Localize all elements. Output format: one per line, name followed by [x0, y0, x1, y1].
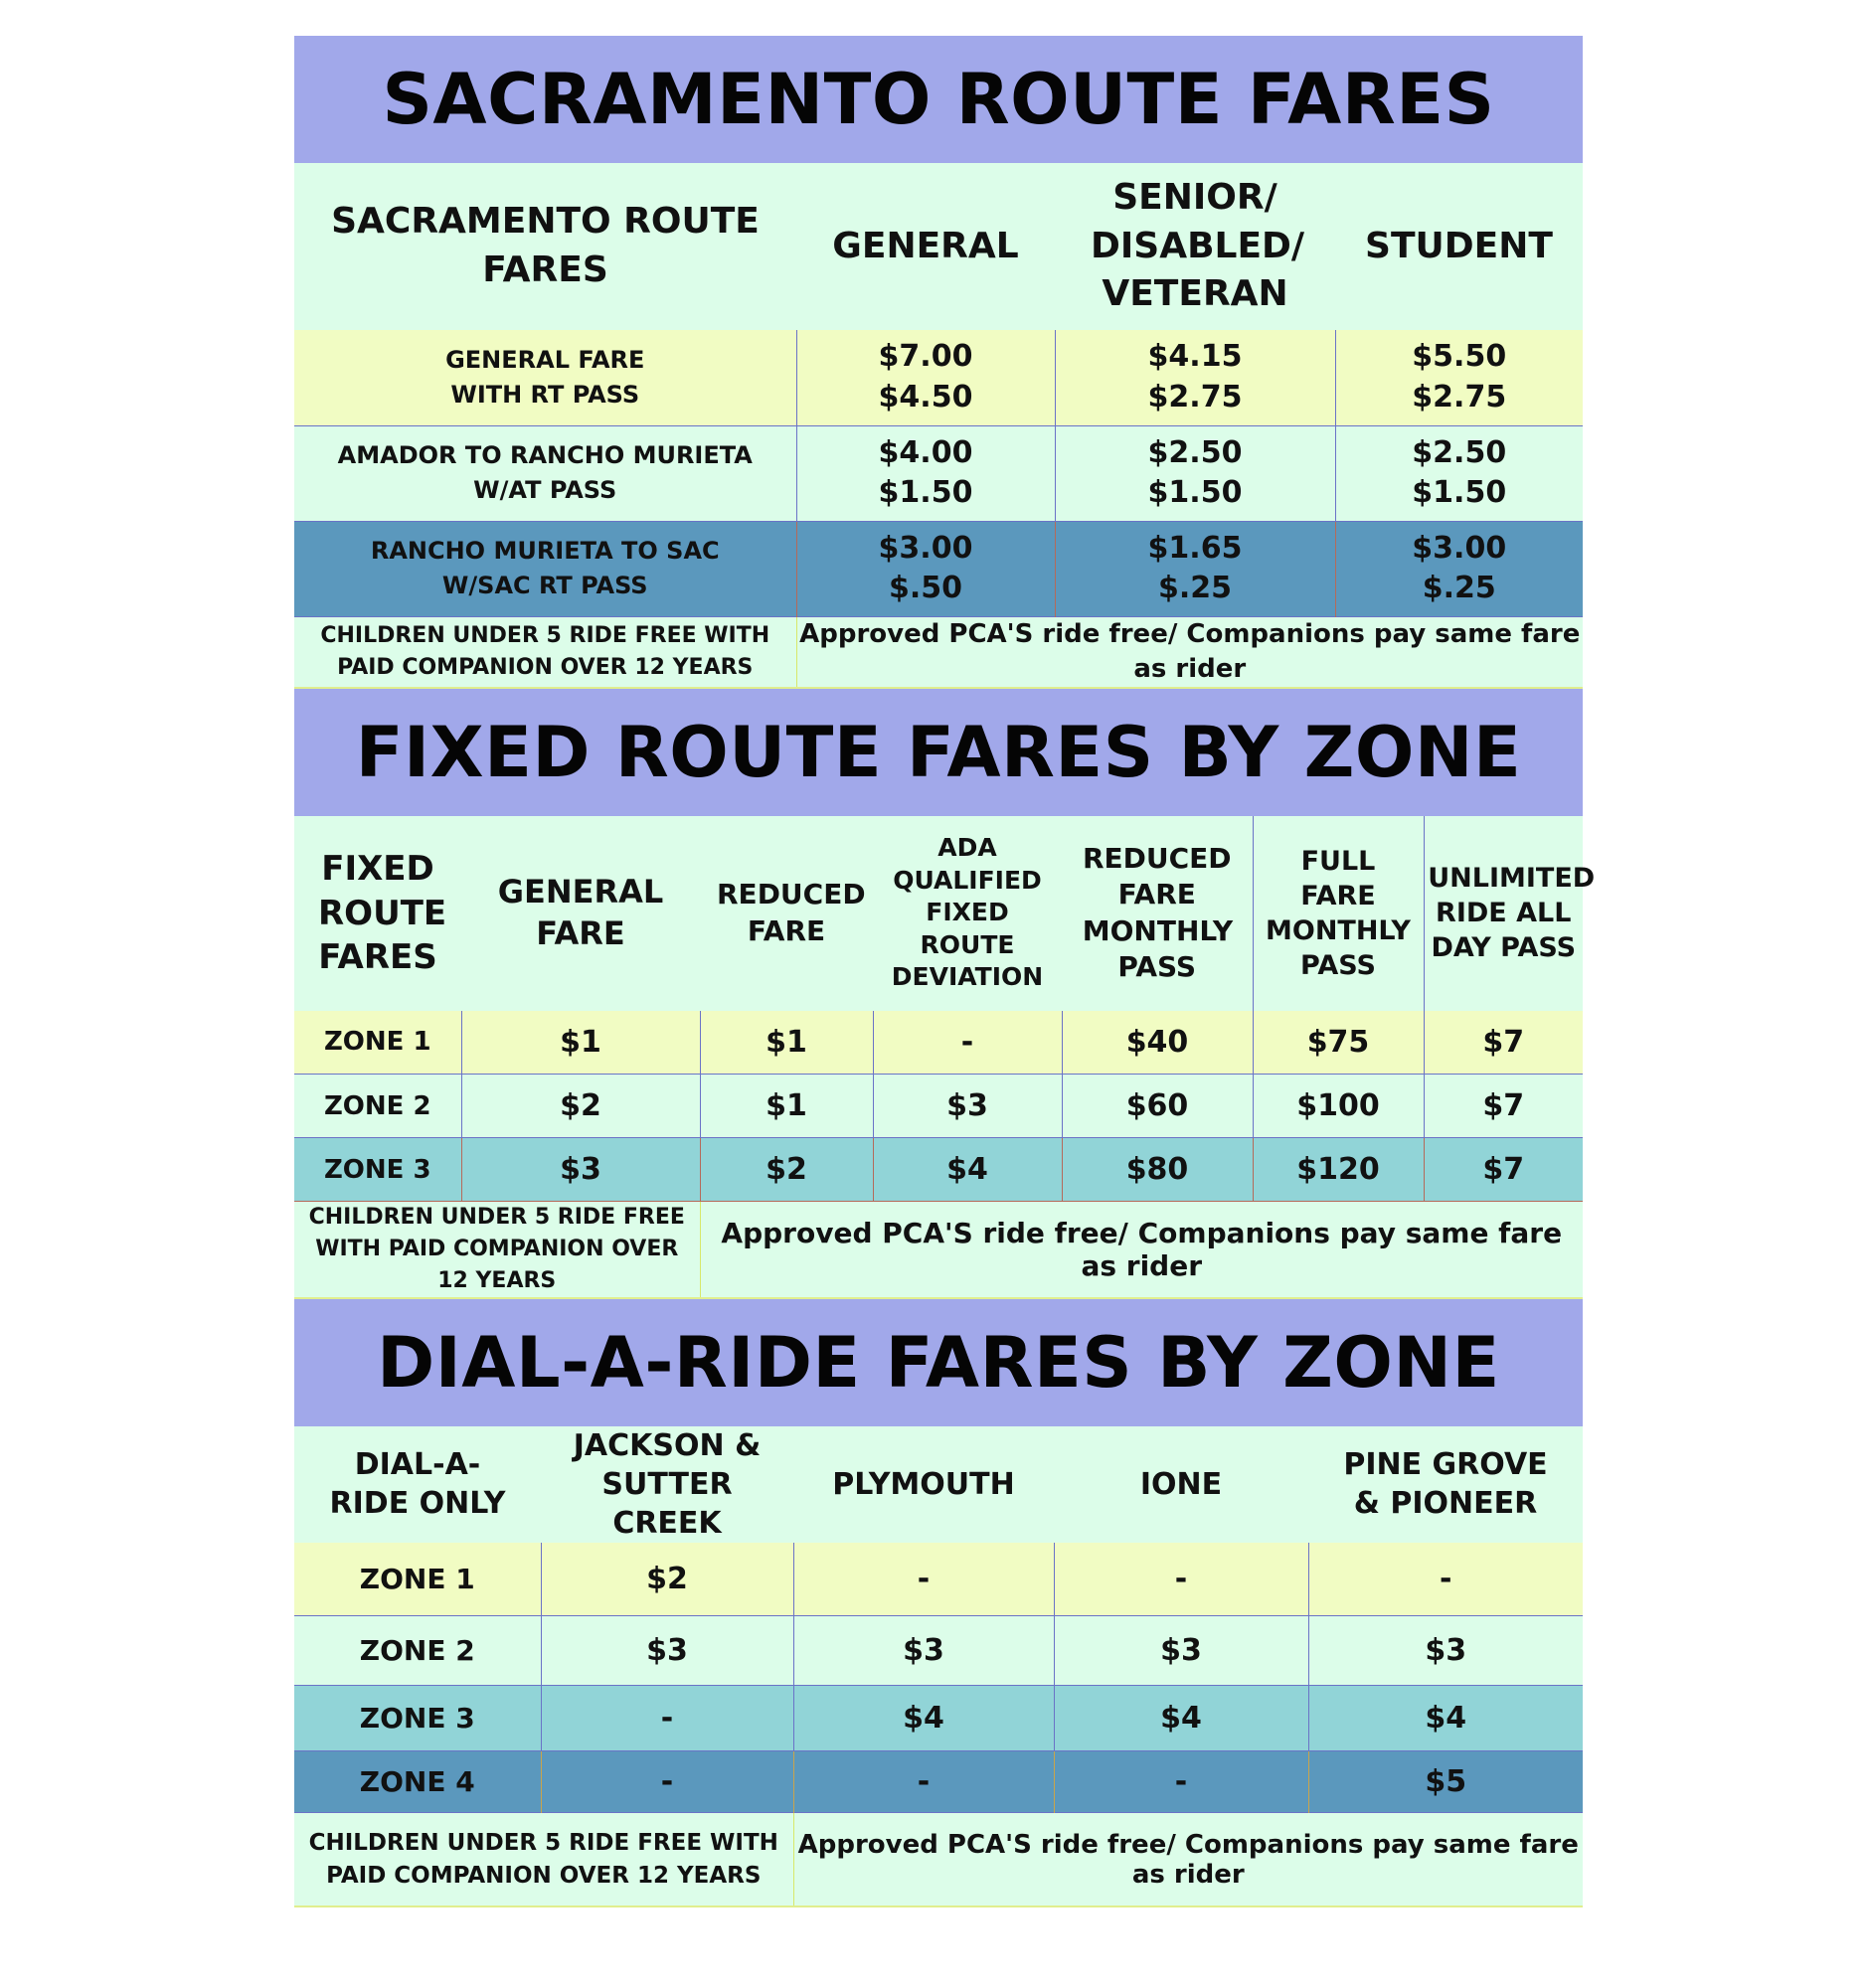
header-senior: SENIOR/ DISABLED/ VETERAN	[1055, 163, 1335, 330]
children-note: CHILDREN UNDER 5 RIDE FREE WITH PAID COMPANION OVER 12 YEARS	[294, 616, 796, 688]
pca-note: Approved PCA'S ride free/ Companions pay same fare as rider	[700, 1202, 1583, 1298]
row-label: AMADOR TO RANCHO MURIETA W/AT PASS	[294, 425, 796, 521]
fare-cell: $3	[461, 1138, 700, 1202]
fare-cell: $1	[461, 1011, 700, 1075]
senior-value: $4.15 $2.75	[1055, 330, 1335, 425]
fare-cell: -	[793, 1543, 1054, 1616]
table-row	[294, 1616, 1583, 1686]
fare-cell: $3	[1308, 1616, 1583, 1686]
fare-cell: $7	[1424, 1138, 1583, 1202]
fare-cell: $7	[1424, 1075, 1583, 1138]
zone-label: ZONE 1	[294, 1011, 461, 1075]
table-row	[294, 1686, 1583, 1751]
dial-note-table	[294, 1813, 1583, 1907]
fare-cell: $7	[1424, 1011, 1583, 1075]
sacramento-header-row	[294, 163, 1583, 330]
general-value: $7.00 $4.50	[796, 330, 1055, 425]
pca-note: Approved PCA'S ride free/ Companions pay same fare as rider	[796, 616, 1583, 688]
fare-cell: -	[793, 1751, 1054, 1813]
header-ada: ADA QUALIFIED FIXED ROUTE DEVIATION	[873, 816, 1062, 1011]
table-row	[294, 1543, 1583, 1616]
fare-cell: $2	[541, 1543, 793, 1616]
fare-cell: $80	[1062, 1138, 1253, 1202]
row-label: GENERAL FARE WITH RT PASS	[294, 330, 796, 425]
fare-sheet	[294, 36, 1596, 1907]
fare-cell: $120	[1253, 1138, 1424, 1202]
student-value: $3.00 $.25	[1335, 521, 1583, 616]
children-note: CHILDREN UNDER 5 RIDE FREE WITH PAID COMPANION OVER 12 YEARS	[294, 1813, 793, 1906]
header-general: GENERAL	[796, 163, 1055, 330]
zone-label: ZONE 2	[294, 1075, 461, 1138]
header-dial-only: DIAL-A-RIDE ONLY	[294, 1426, 541, 1543]
pca-note: Approved PCA'S ride free/ Companions pay same fare as rider	[793, 1813, 1583, 1906]
table-row	[294, 1138, 1583, 1202]
fare-cell: $2	[461, 1075, 700, 1138]
table-row	[294, 330, 1583, 425]
fixed-header-row	[294, 816, 1583, 1011]
fixed-title: FIXED ROUTE FARES BY ZONE	[294, 689, 1583, 816]
children-note: CHILDREN UNDER 5 RIDE FREE WITH PAID COMPANION OVER 12 YEARS	[294, 1202, 700, 1298]
zone-label: ZONE 2	[294, 1616, 541, 1686]
fare-cell: $4	[1308, 1686, 1583, 1751]
header-full-monthly: FULL FARE MONTHLY PASS	[1253, 816, 1424, 1011]
table-row	[294, 1075, 1583, 1138]
fare-cell: $60	[1062, 1075, 1253, 1138]
fare-cell: -	[1054, 1751, 1308, 1813]
student-value: $5.50 $2.75	[1335, 330, 1583, 425]
dial-fare-table	[294, 1426, 1583, 1814]
fare-cell: $3	[793, 1616, 1054, 1686]
dial-title: DIAL-A-RIDE FARES BY ZONE	[294, 1299, 1583, 1426]
fare-cell: -	[873, 1011, 1062, 1075]
fare-cell: $3	[541, 1616, 793, 1686]
header-student: STUDENT	[1335, 163, 1583, 330]
senior-value: $2.50 $1.50	[1055, 425, 1335, 521]
fare-cell: $4	[1054, 1686, 1308, 1751]
fare-cell: -	[541, 1686, 793, 1751]
header-general-fare: GENERAL FARE	[461, 816, 700, 1011]
senior-value: $1.65 $.25	[1055, 521, 1335, 616]
table-row	[294, 425, 1583, 521]
fare-cell: -	[1054, 1543, 1308, 1616]
fare-cell: $100	[1253, 1075, 1424, 1138]
header-reduced-monthly: REDUCED FARE MONTHLY PASS	[1062, 816, 1253, 1011]
fare-cell: $3	[1054, 1616, 1308, 1686]
fixed-fare-table	[294, 816, 1596, 1203]
fixed-note-table	[294, 1202, 1583, 1299]
general-value: $4.00 $1.50	[796, 425, 1055, 521]
row-label: RANCHO MURIETA TO SAC W/SAC RT PASS	[294, 521, 796, 616]
fare-cell: $2	[700, 1138, 873, 1202]
header-fixed-route: FIXED ROUTE FARES	[294, 816, 461, 1011]
zone-label: ZONE 3	[294, 1138, 461, 1202]
table-row	[294, 521, 1583, 616]
fare-cell: $1	[700, 1011, 873, 1075]
zone-label: ZONE 1	[294, 1543, 541, 1616]
table-row	[294, 1751, 1583, 1813]
fare-cell: $1	[700, 1075, 873, 1138]
header-pine-grove: PINE GROVE & PIONEER	[1308, 1426, 1583, 1543]
general-value: $3.00 $.50	[796, 521, 1055, 616]
student-value: $2.50 $1.50	[1335, 425, 1583, 521]
fare-cell: -	[541, 1751, 793, 1813]
fare-cell: -	[1308, 1543, 1583, 1616]
header-plymouth: PLYMOUTH	[793, 1426, 1054, 1543]
fare-cell: $5	[1308, 1751, 1583, 1813]
header-reduced-fare: REDUCED FARE	[700, 816, 873, 1011]
fare-cell: $3	[873, 1075, 1062, 1138]
header-unlimited: UNLIMITED RIDE ALL DAY PASS	[1424, 816, 1583, 1011]
dial-note-row	[294, 1813, 1583, 1906]
dial-header-row	[294, 1426, 1583, 1543]
fare-cell: $40	[1062, 1011, 1253, 1075]
sacramento-fare-table	[294, 163, 1583, 689]
sacramento-title: SACRAMENTO ROUTE FARES	[294, 36, 1583, 163]
fare-cell: $4	[793, 1686, 1054, 1751]
fare-cell: $75	[1253, 1011, 1424, 1075]
zone-label: ZONE 4	[294, 1751, 541, 1813]
fare-cell: $4	[873, 1138, 1062, 1202]
header-jackson: JACKSON & SUTTER CREEK	[541, 1426, 793, 1543]
sacramento-note-row	[294, 616, 1583, 688]
zone-label: ZONE 3	[294, 1686, 541, 1751]
fixed-note-row	[294, 1202, 1583, 1298]
header-route: SACRAMENTO ROUTE FARES	[294, 163, 796, 330]
header-ione: IONE	[1054, 1426, 1308, 1543]
table-row	[294, 1011, 1583, 1075]
